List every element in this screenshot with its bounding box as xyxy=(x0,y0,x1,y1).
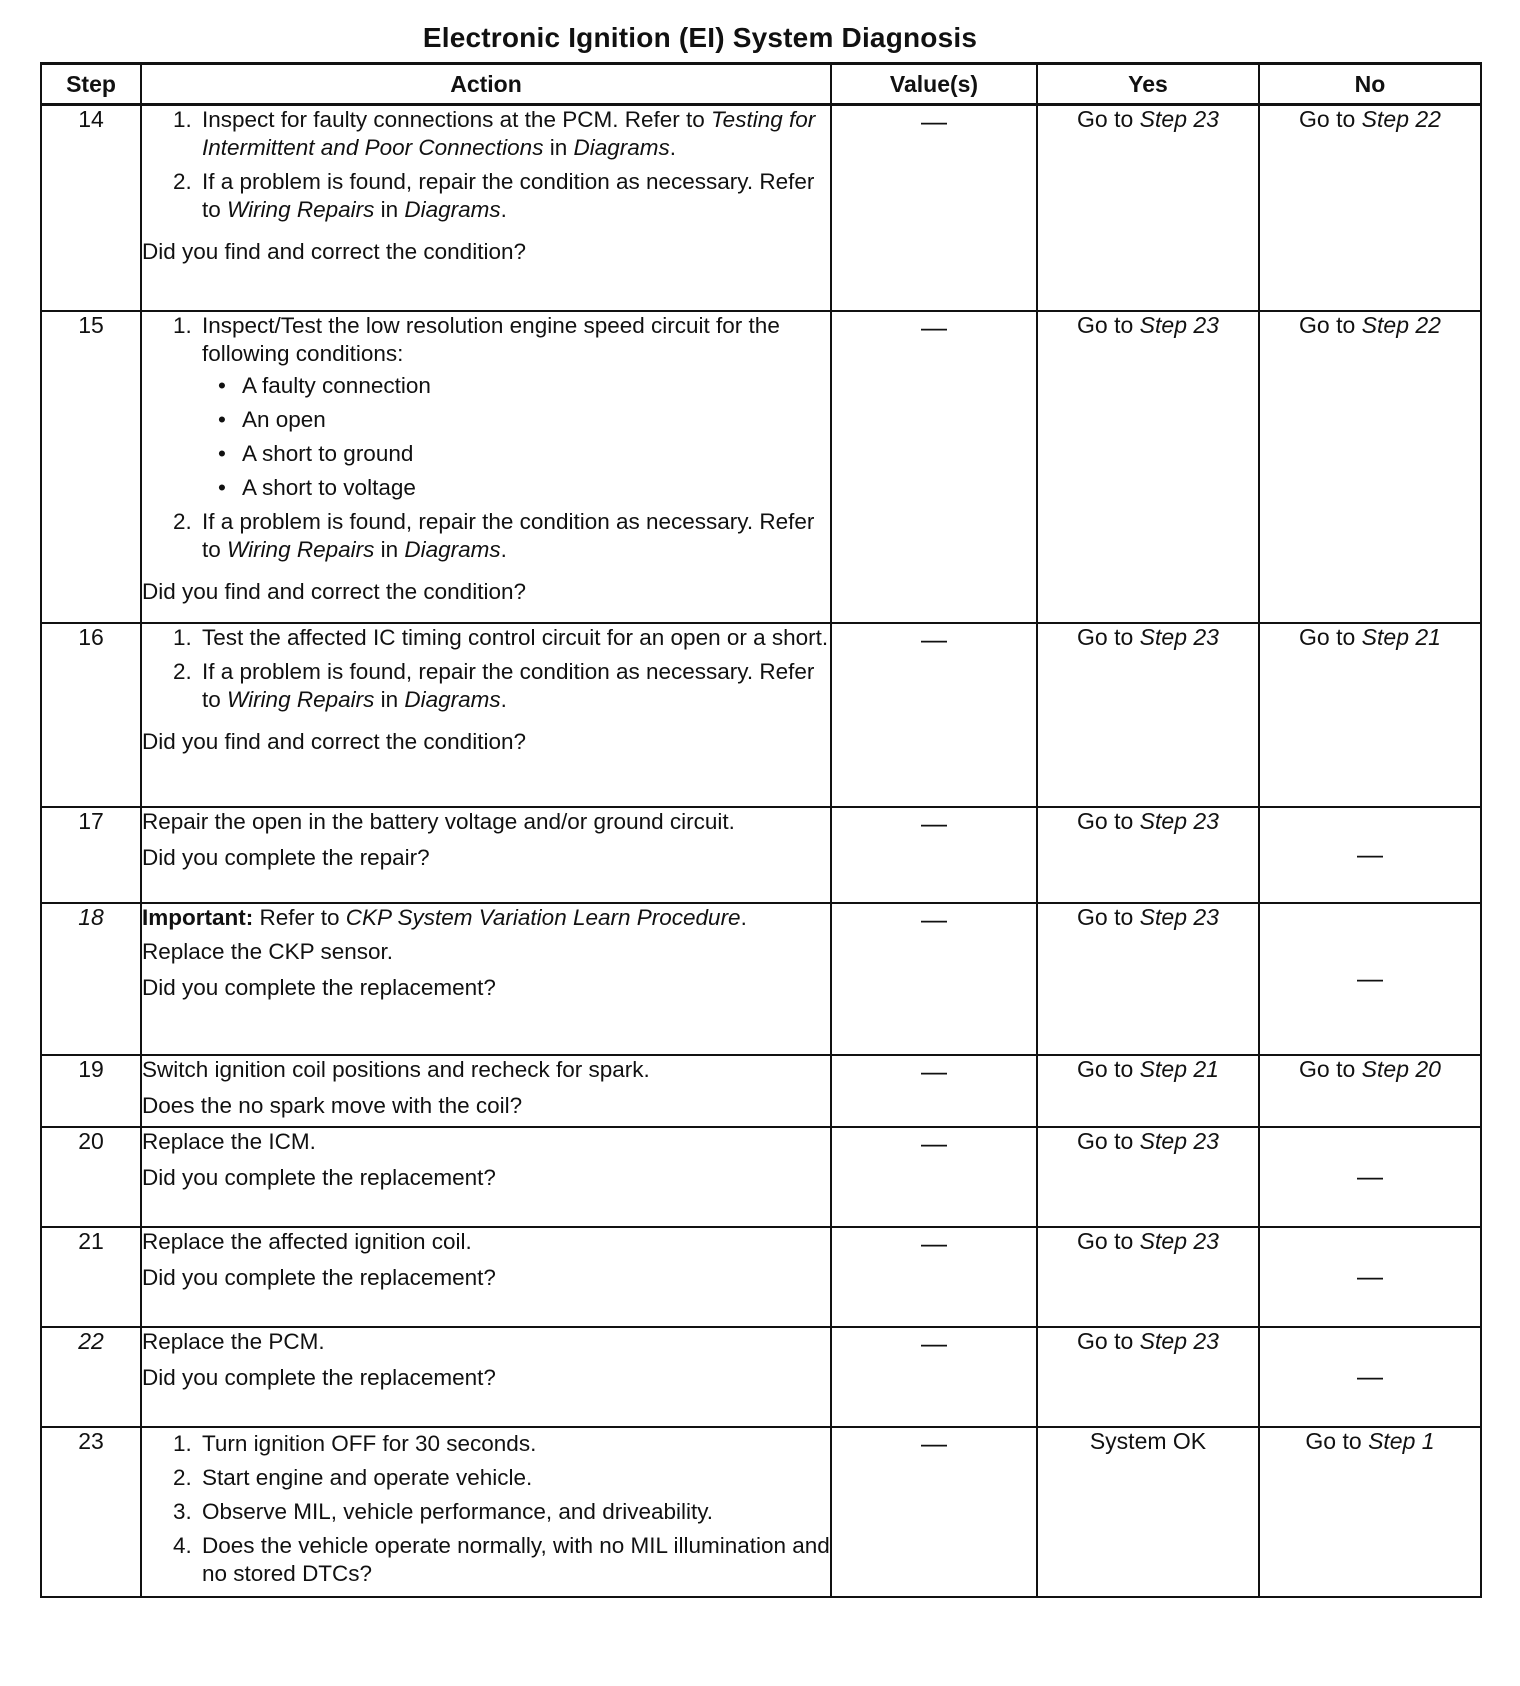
no-cell: — xyxy=(1259,1127,1481,1227)
action-item: 1. Inspect/Test the low resolution engine speed circuit for the following conditions: • A faulty connection • An open • A short to ground • A short to voltage xyxy=(198,312,830,502)
header-values: Value(s) xyxy=(831,64,1037,105)
value-cell: — xyxy=(831,903,1037,1055)
step-number: 14 xyxy=(41,105,141,311)
action-item: 2. If a problem is found, repair the condition as necessary. Refer to Wiring Repairs in Diagrams. xyxy=(198,658,830,714)
action-question: Did you complete the replacement? xyxy=(142,1264,496,1290)
value-cell: — xyxy=(831,1055,1037,1127)
bullet-item: • A short to voltage xyxy=(238,474,830,502)
table-row xyxy=(41,105,1481,311)
header-yes: Yes xyxy=(1037,64,1259,105)
action-cell xyxy=(141,105,831,311)
yes-cell: Go to Step 23 xyxy=(1037,311,1259,623)
yes-cell: Go to Step 23 xyxy=(1037,903,1259,1055)
action-question: Did you complete the replacement? xyxy=(142,1364,496,1390)
action-cell xyxy=(141,1055,831,1127)
value-cell: — xyxy=(831,105,1037,311)
action-question: Did you complete the replacement? xyxy=(142,974,496,1000)
value-cell: — xyxy=(831,311,1037,623)
table-row xyxy=(41,623,1481,807)
value-cell: — xyxy=(831,1427,1037,1597)
header-no: No xyxy=(1259,64,1481,105)
bullet-item: • A short to ground xyxy=(238,440,830,468)
action-cell xyxy=(141,903,831,1055)
yes-cell: Go to Step 23 xyxy=(1037,1327,1259,1427)
value-cell: — xyxy=(831,623,1037,807)
no-cell: Go to Step 21 xyxy=(1259,623,1481,807)
no-cell: — xyxy=(1259,1327,1481,1427)
page-title: Electronic Ignition (EI) System Diagnosis xyxy=(422,22,978,53)
action-text: Replace the affected ignition coil. xyxy=(142,1228,472,1254)
yes-cell: Go to Step 23 xyxy=(1037,1227,1259,1327)
action-item: 1. Turn ignition OFF for 30 seconds. xyxy=(198,1430,830,1458)
header-step: Step xyxy=(41,64,141,105)
table-row xyxy=(41,1327,1481,1427)
diagnosis-table xyxy=(40,62,1482,1598)
action-text: Repair the open in the battery voltage and/or ground circuit. xyxy=(142,808,735,834)
yes-cell: Go to Step 23 xyxy=(1037,623,1259,807)
value-cell: — xyxy=(831,1327,1037,1427)
no-cell: Go to Step 1 xyxy=(1259,1427,1481,1597)
action-question: Did you complete the repair? xyxy=(142,844,430,870)
value-cell: — xyxy=(831,807,1037,903)
header-action: Action xyxy=(141,64,831,105)
step-number: 15 xyxy=(41,311,141,623)
bullet-item: • An open xyxy=(238,406,830,434)
action-item: 2. Start engine and operate vehicle. xyxy=(198,1464,830,1492)
bullet-item: • A faulty connection xyxy=(238,372,830,400)
step-number: 17 xyxy=(41,807,141,903)
action-question: Does the no spark move with the coil? xyxy=(142,1092,523,1118)
step-number: 21 xyxy=(41,1227,141,1327)
action-cell xyxy=(141,807,831,903)
step-number: 19 xyxy=(41,1055,141,1127)
yes-cell: Go to Step 23 xyxy=(1037,1127,1259,1227)
action-item: 2. If a problem is found, repair the condition as necessary. Refer to Wiring Repairs in Diagrams. xyxy=(198,168,830,224)
value-cell: — xyxy=(831,1227,1037,1327)
no-cell: Go to Step 22 xyxy=(1259,105,1481,311)
action-cell xyxy=(141,1427,831,1597)
step-number: 22 xyxy=(41,1327,141,1427)
table-row xyxy=(41,1055,1481,1127)
action-question: Did you find and correct the condition? xyxy=(142,239,526,264)
action-question: Did you find and correct the condition? xyxy=(142,728,526,754)
no-cell: Go to Step 20 xyxy=(1259,1055,1481,1127)
action-cell xyxy=(141,1127,831,1227)
important-note: Important: Refer to CKP System Variation Learn Procedure. xyxy=(142,904,747,930)
action-cell xyxy=(141,1227,831,1327)
action-item: 1. Test the affected IC timing control circuit for an open or a short. xyxy=(198,624,830,652)
step-number: 23 xyxy=(41,1427,141,1597)
action-text: Replace the CKP sensor. xyxy=(142,938,393,964)
value-cell: — xyxy=(831,1127,1037,1227)
no-cell: — xyxy=(1259,1227,1481,1327)
action-cell xyxy=(141,623,831,807)
action-question: Did you find and correct the condition? xyxy=(142,578,526,604)
action-cell xyxy=(141,311,831,623)
step-number: 20 xyxy=(41,1127,141,1227)
action-cell xyxy=(141,1327,831,1427)
table-row xyxy=(41,807,1481,903)
step-number: 18 xyxy=(41,903,141,1055)
step-number: 16 xyxy=(41,623,141,807)
table-row xyxy=(41,1427,1481,1597)
header-row xyxy=(41,64,1481,105)
action-text: Replace the PCM. xyxy=(142,1328,325,1354)
action-question: Did you complete the replacement? xyxy=(142,1164,496,1190)
no-cell: — xyxy=(1259,903,1481,1055)
action-item: 2. If a problem is found, repair the condition as necessary. Refer to Wiring Repairs in Diagrams. xyxy=(198,508,830,564)
action-text: Replace the ICM. xyxy=(142,1128,316,1154)
yes-cell: Go to Step 23 xyxy=(1037,807,1259,903)
yes-cell: System OK xyxy=(1037,1427,1259,1597)
no-cell: — xyxy=(1259,807,1481,903)
table-row xyxy=(41,1127,1481,1227)
yes-cell: Go to Step 23 xyxy=(1037,105,1259,311)
yes-cell: Go to Step 21 xyxy=(1037,1055,1259,1127)
action-item: 1. Inspect for faulty connections at the PCM. Refer to Testing for Intermittent and Poor Connections in Diagrams. xyxy=(198,106,830,162)
no-cell: Go to Step 22 xyxy=(1259,311,1481,623)
table-row xyxy=(41,1227,1481,1327)
action-text: Switch ignition coil positions and recheck for spark. xyxy=(142,1056,650,1082)
table-row xyxy=(41,903,1481,1055)
action-item: 3. Observe MIL, vehicle performance, and driveability. xyxy=(198,1498,830,1526)
action-item: 4. Does the vehicle operate normally, with no MIL illumination and no stored DTCs? xyxy=(198,1532,830,1588)
table-row xyxy=(41,311,1481,623)
